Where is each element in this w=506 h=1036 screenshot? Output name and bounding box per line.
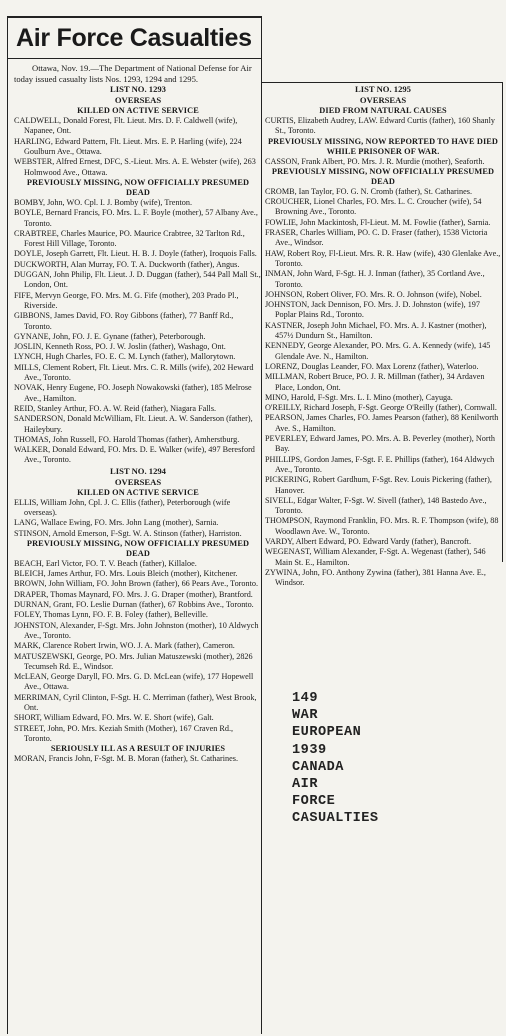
casualty-entry: VARDY, Albert Edward, PO. Edward Vardy (father), Bancroft. (265, 536, 472, 546)
casualty-entry: BEACH, Earl Victor, FO. T. V. Beach (father), Killaloe. (14, 558, 197, 568)
casualty-entry: LORENZ, Douglas Leander, FO. Max Lorenz (father), Waterloo. (265, 361, 479, 371)
casualty-entry: WEBSTER, Alfred Ernest, DFC, S.-Lieut. Mrs. A. E. Webster (wife), 263 Holmwood Ave., Ottawa. (14, 157, 256, 177)
casualty-entry: PICKERING, Robert Gardhum, F-Sgt. Rev. Louis Pickering (father), Hanover. (265, 475, 492, 495)
list-heading: OVERSEAS (114, 476, 162, 487)
casualty-entry: DUCKWORTH, Alan Murray, FO. T. A. Duckworth (father), Angus. (14, 259, 240, 269)
casualty-entry: CURTIS, Elizabeth Audrey, LAW. Edward Curtis (father), 160 Shanly St., Toronto. (265, 116, 495, 136)
casualty-entry: BLEICH, James Arthur, FO. Mrs. Louis Bleich (mother), Kitchener. (14, 569, 238, 579)
casualty-entry: DURNAN, Grant, FO. Leslie Durnan (father), 67 Robbins Ave., Toronto. (14, 600, 254, 610)
right-column (263, 82, 503, 588)
casualty-entry: MILLS, Clement Robert, Flt. Lieut. Mrs. C. R. Mills (wife), 202 Heward Ave., Toronto. (14, 362, 254, 383)
casualty-entry: BOYLE, Bernard Francis, FO. Mrs. L. F. Boyle (mother), 57 Albany Ave., Toronto. (14, 208, 258, 228)
casualty-entry: PEARSON, James Charles, FO. James Pearson (father), 88 Kenilworth Ave. S., Hamilton. (265, 413, 499, 433)
casualty-entry: FOWLIE, John Mackintosh, Fl-Lieut. M. M. Fowlie (father), Sarnia. (265, 217, 491, 227)
casualty-list-1 (14, 84, 262, 764)
casualty-entry: MERRIMAN, Cyril Clinton, F-Sgt. H. C. Merriman (father), West Brook, Ont. (14, 692, 257, 713)
casualty-entry: CROUCHER, Lionel Charles, FO. Mrs. L. C. Croucher (wife), 54 Browning Ave., Toronto. (265, 197, 482, 217)
casualty-entry: STINSON, Arnold Emerson, F-Sgt. W. A. Stinson (father), Harriston. (14, 528, 242, 538)
casualty-entry: ELLIS, William John, Cpl. J. C. Ellis (father), Peterborough (wife overseas). (14, 497, 231, 517)
casualty-entry: SIVELL, Edgar Walter, F-Sgt. W. Sivell (father), 148 Bastedo Ave., Toronto. (265, 495, 487, 516)
casualty-entry: SHORT, William Edward, FO. Mrs. W. E. Short (wife), Galt. (14, 713, 214, 723)
casualty-entry: NOVAK, Henry Eugene, FO. Joseph Nowakowski (father), 185 Melrose Ave., Hamilton. (14, 383, 252, 403)
casualty-entry: REID, Stanley Arthur, FO. A. W. Reid (father), Niagara Falls. (14, 403, 217, 413)
casualty-entry: FOLEY, Thomas Lynn, FO. F. B. Foley (father), Belleville. (14, 610, 208, 620)
section-heading: PREVIOUSLY MISSING, NOW OFFICIALLY PRESUMED DEAD (26, 538, 250, 558)
casualty-entry: INMAN, John Ward, F-Sgt. H. J. Inman (father), 35 Cortland Ave., Toronto. (265, 269, 485, 289)
casualty-entry: JOHNSTON, Jack Dennison, FO. Mrs. J. D. Johnston (wife), 197 Poplar Plains Rd., Toronto. (265, 300, 480, 320)
casualty-entry: WEGENAST, William Alexander, F-Sgt. A. Wegenast (father), 546 Main St. E., Hamilton. (265, 547, 486, 567)
casualty-entry: FRASER, Charles William, PO. C. D. Fraser (father), 1538 Victoria Ave., Windsor. (265, 228, 488, 248)
intro-paragraph: Ottawa, Nov. 19.—The Department of National Defense for Air today issued casualty lists Nos. 1293, 1294 and 1295. (14, 63, 252, 84)
stamp-line: CASUALTIES (292, 811, 379, 827)
left-column (6, 0, 262, 765)
casualty-entry: FIFE, Mervyn George, FO. Mrs. M. G. Fife (mother), 203 Prado Pl., Riverside. (14, 290, 239, 310)
casualty-entry: CRABTREE, Charles Maurice, PO. Maurice Crabtree, 32 Tarlton Rd., Forest Hill Village, Toronto. (14, 228, 245, 249)
section-heading: KILLED ON ACTIVE SERVICE (77, 106, 199, 116)
casualty-entry: KASTNER, Joseph John Michael, FO. Mrs. A. J. Kastner (mother), 457½ Dundurn St., Hamilton. (265, 320, 487, 341)
casualty-entry: KENNEDY, George Alexander, PO. Mrs. G. A. Kennedy (wife), 145 Glendale Ave. N., Hamilton. (265, 341, 491, 361)
list-heading: LIST NO. 1293 (110, 84, 166, 95)
casualty-entry: SANDERSON, Donald McWilliam, Flt. Lieut. A. W. Sanderson (father), Haileybury. (14, 414, 253, 434)
stamp-line: 149 (292, 691, 318, 706)
casualty-entry: HARLING, Edward Pattern, Flt. Lieut. Mrs. E. P. Harling (wife), 224 Goulburn Ave., Ottawa. (14, 136, 242, 157)
casualty-entry: HAW, Robert Roy, Fl-Lieut. Mrs. R. R. Haw (wife), 430 Glenlake Ave., Toronto. (265, 248, 501, 268)
casualty-entry: DUGGAN, John Philip, Flt. Lieut. J. D. Duggan (father), 544 Pall Mall St., London, Ont. (14, 270, 261, 290)
casualty-entry: LYNCH, Hugh Charles, FO. E. C. M. Lynch (father), Mallorytown. (14, 352, 236, 362)
casualty-entry: PHILLIPS, Gordon James, F-Sgt. F. E. Phillips (father), 164 Aldwych Ave., Toronto. (265, 454, 495, 474)
stamp-line: AIR (292, 777, 318, 793)
casualty-entry: JOHNSON, Robert Oliver, FO. Mrs. R. O. Johnson (wife), Nobel. (265, 289, 482, 299)
section-heading: KILLED ON ACTIVE SERVICE (77, 487, 199, 497)
list-heading: OVERSEAS (359, 95, 407, 105)
section-heading: PREVIOUSLY MISSING, NOW REPORTED TO HAVE DIED WHILE PRISONER OF WAR. (267, 136, 499, 156)
casualty-entry: JOSLIN, Kenneth Ross, PO. J. W. Joslin (father), Washago, Ont. (14, 342, 226, 352)
casualty-entry: PEVERLEY, Edward James, PO. Mrs. A. B. Peverley (mother), North Bay. (265, 434, 495, 454)
stamp-line: FORCE (292, 794, 336, 810)
section-heading: PREVIOUSLY MISSING, NOW OFFICIALLY PRESUMED DEAD (271, 166, 495, 186)
casualty-list-2 (265, 84, 501, 588)
casualty-entry: THOMPSON, Raymond Franklin, FO. Mrs. R. F. Thompson (wife), 88 Woodlawn Ave. W., Toronto. (265, 516, 499, 536)
casualty-entry: MORAN, Francis John, F-Sgt. M. B. Moran (father), St. Catharines. (14, 754, 239, 764)
stamp-line: 1939 (292, 742, 327, 758)
stamp-line: WAR (292, 708, 318, 724)
casualty-entry: BOMBY, John, WO. Cpl. I. J. Bomby (wife), Trenton. (14, 197, 193, 207)
casualty-entry: JOHNSTON, Alexander, F-Sgt. Mrs. John Johnston (mother), 10 Aldwych Ave., Toronto. (14, 620, 259, 640)
casualty-entry: GYNANE, John, FO. J. E. Gynane (father), Peterborough. (14, 331, 206, 341)
casualty-entry: WALKER, Donald Edward, FO. Mrs. D. E. Walker (wife), 497 Beresford Ave., Toronto. (14, 445, 255, 465)
casualty-entry: MINO, Harold, F-Sgt. Mrs. L. I. Mino (mother), Cayuga. (265, 392, 453, 402)
list-heading: OVERSEAS (114, 95, 162, 106)
casualty-entry: LANG, Wallace Ewing, FO. Mrs. John Lang (mother), Sarnia. (14, 518, 219, 528)
casualty-entry: MATUSZEWSKI, George, PO. Mrs. Julian Matuszewski (mother), 2826 Tecumseh Rd. E., Windsor. (14, 651, 253, 671)
casualty-entry: O'REILLY, Richard Joseph, F-Sgt. George O'Reilly (father), Cornwall. (265, 403, 497, 413)
archive-stamp (292, 690, 379, 828)
section-heading: DIED FROM NATURAL CAUSES (319, 106, 447, 115)
stamp-line: CANADA (292, 759, 344, 775)
casualty-entry: McLEAN, George Daryll, FO. Mrs. G. D. McLean (wife), 177 Hopewell Ave., Ottawa. (14, 672, 254, 692)
casualty-entry: DRAPER, Thomas Maynard, FO. Mrs. J. G. Draper (mother), Brantford. (14, 589, 253, 599)
list-heading: LIST NO. 1295 (355, 84, 411, 94)
casualty-entry: THOMAS, John Russell, FO. Harold Thomas (father), Amherstburg. (14, 434, 240, 444)
casualty-entry: CALDWELL, Donald Forest, Flt. Lieut. Mrs. D. F. Caldwell (wife), Napanee, Ont. (14, 116, 238, 136)
casualty-entry: BROWN, John William, FO. John Brown (father), 66 Pears Ave., Toronto. (14, 579, 259, 589)
casualty-entry: GIBBONS, James David, FO. Roy Gibbons (father), 77 Banff Rd., Toronto. (14, 311, 234, 331)
casualty-entry: CROMB, Ian Taylor, FO. G. N. Cromb (father), St. Catharines. (265, 186, 473, 196)
list-heading: LIST NO. 1294 (110, 465, 166, 476)
casualty-entry: MILLMAN, Robert Bruce, PO. J. R. Millman (father), 34 Ardaven Place, London, Ont. (265, 372, 485, 392)
casualty-entry: ZYWINA, John, FO. Anthony Zywina (father), 381 Hanna Ave. E., Windsor. (265, 567, 486, 588)
section-heading: SERIOUSLY ILL AS A RESULT OF INJURIES (50, 744, 226, 754)
section-heading: PREVIOUSLY MISSING, NOW OFFICIALLY PRESUMED DEAD (26, 177, 250, 197)
page-title: Air Force Casualties (16, 24, 252, 52)
casualty-entry: CASSON, Frank Albert, PO. Mrs. J. R. Murdie (mother), Seaforth. (265, 156, 485, 166)
casualty-entry: MARK, Clarence Robert Irwin, WO. J. A. Mark (father), Cameron. (14, 641, 235, 651)
stamp-line: EUROPEAN (292, 725, 362, 741)
casualty-entry: STREET, John, PO. Mrs. Keziah Smith (Mother), 167 Craven Rd., Toronto. (14, 723, 234, 743)
casualty-entry: DOYLE, Joseph Garrett, Flt. Lieut. H. B. J. Doyle (father), Iroquois Falls. (14, 249, 257, 259)
